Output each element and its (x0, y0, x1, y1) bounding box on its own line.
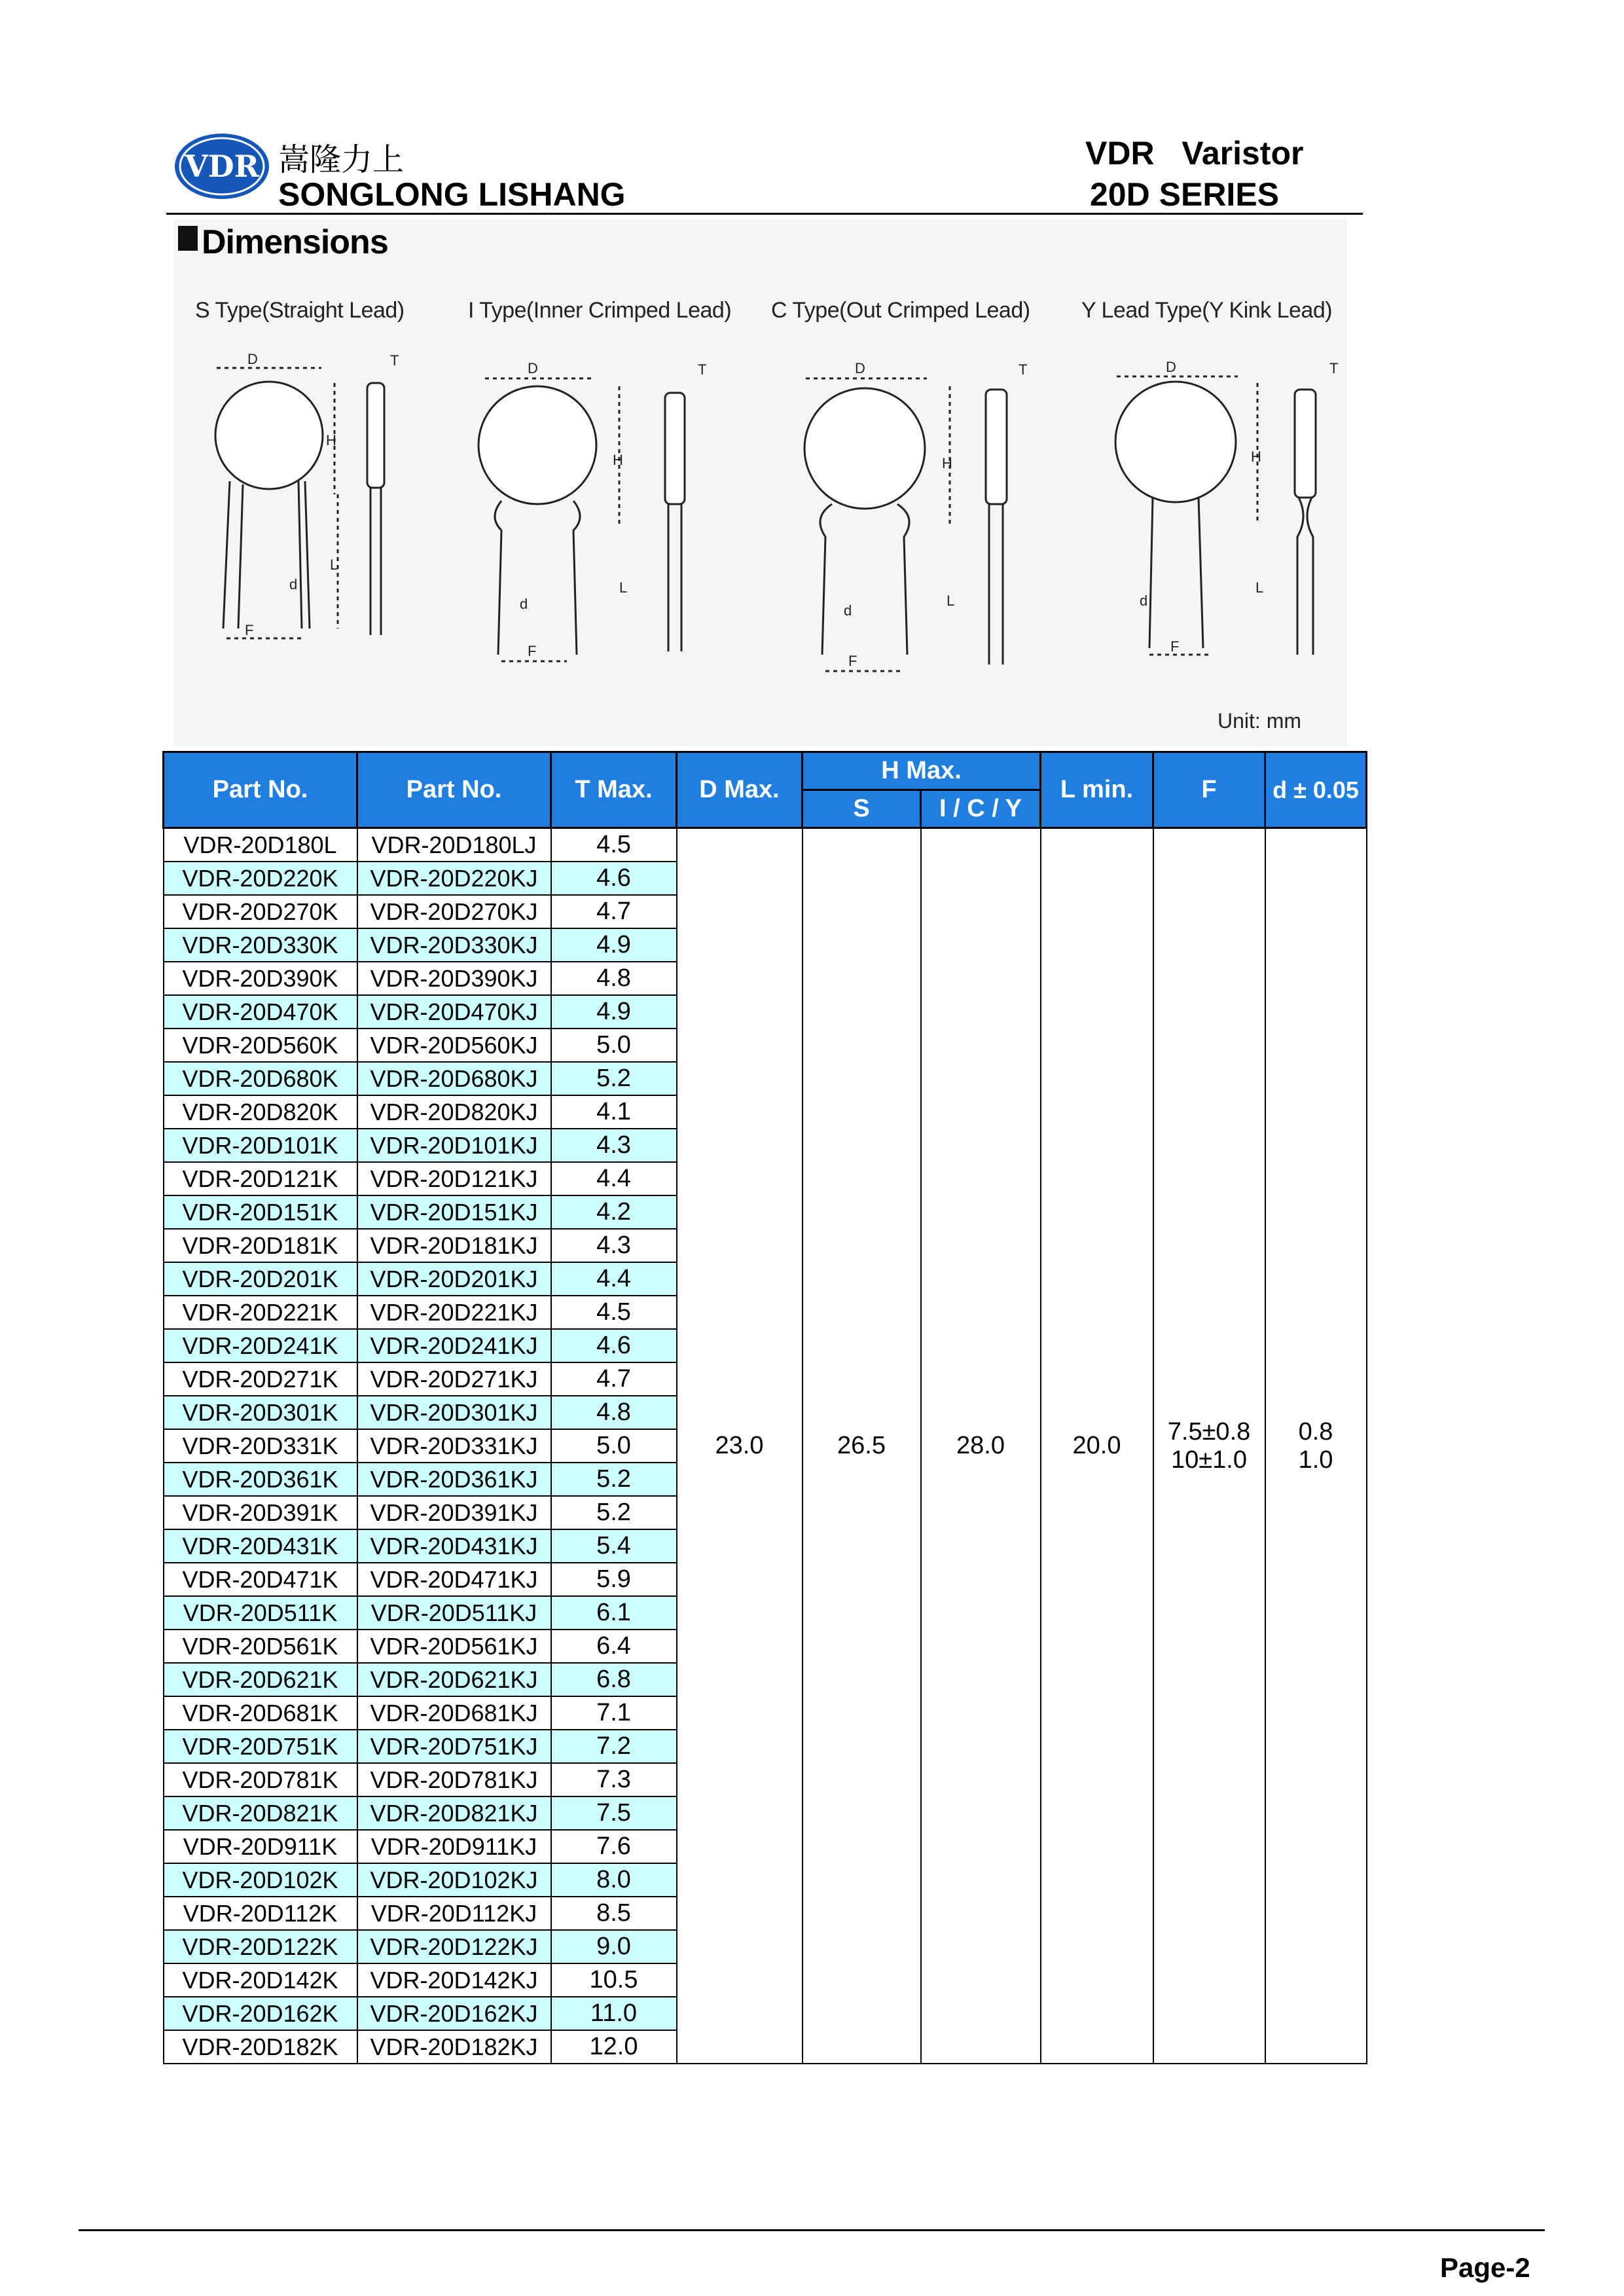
t-max-cell: 4.6 (551, 1329, 677, 1362)
t-max-cell: 9.0 (551, 1930, 677, 1963)
type-label-s: S Type(Straight Lead) (195, 298, 405, 323)
f-value-2: 10±1.0 (1171, 1446, 1247, 1474)
dim-label-f-c: F (848, 653, 857, 669)
dim-label-f-i: F (528, 643, 537, 659)
dim-label-d-y: D (1166, 359, 1176, 375)
dim-label-l-c: L (947, 592, 955, 609)
series-title: 20D SERIES (1090, 176, 1280, 213)
header-h-s: S (803, 790, 921, 828)
t-max-cell: 5.9 (551, 1563, 677, 1596)
part-no-cell: VDR-20D270K (164, 895, 357, 928)
dim-label-l-s: L (330, 556, 338, 573)
spec-table-container (162, 751, 1365, 2064)
t-max-cell: 7.6 (551, 1830, 677, 1863)
part-no-cell: VDR-20D101K (164, 1129, 357, 1162)
part-no-cell: VDR-20D560K (164, 1029, 357, 1062)
d-value-2: 1.0 (1298, 1446, 1333, 1474)
part-no-cell: VDR-20D781K (164, 1763, 357, 1796)
header-divider (166, 213, 1363, 215)
part-no-cell: VDR-20D471K (164, 1563, 357, 1596)
header-d-max: D Max. (677, 752, 803, 828)
part-no-cell: VDR-20D621K (164, 1663, 357, 1696)
t-max-cell: 4.8 (551, 1396, 677, 1429)
t-max-cell: 5.0 (551, 1429, 677, 1463)
dim-label-t-i: T (698, 361, 707, 378)
part-no-cell: VDR-20D241K (164, 1329, 357, 1362)
part-no-kj-cell: VDR-20D122KJ (357, 1930, 551, 1963)
header-h-icy: I / C / Y (921, 790, 1041, 828)
part-no-kj-cell: VDR-20D162KJ (357, 1997, 551, 2030)
product-title: VDR Varistor (1085, 135, 1304, 172)
h-icy-cell: 28.0 (921, 828, 1041, 2064)
part-no-cell: VDR-20D112K (164, 1897, 357, 1930)
t-max-cell: 10.5 (551, 1963, 677, 1997)
part-no-kj-cell: VDR-20D751KJ (357, 1730, 551, 1763)
t-max-cell: 8.5 (551, 1897, 677, 1930)
part-no-kj-cell: VDR-20D182KJ (357, 2030, 551, 2064)
type-label-y: Y Lead Type(Y Kink Lead) (1081, 298, 1333, 323)
part-no-kj-cell: VDR-20D241KJ (357, 1329, 551, 1362)
part-no-kj-cell: VDR-20D102KJ (357, 1863, 551, 1897)
footer-divider (79, 2229, 1545, 2231)
t-max-cell: 4.9 (551, 995, 677, 1029)
t-max-cell: 5.2 (551, 1496, 677, 1529)
header-l-min: L min. (1041, 752, 1153, 828)
c-type-drawing (804, 378, 1007, 671)
part-no-kj-cell: VDR-20D271KJ (357, 1362, 551, 1396)
part-no-kj-cell: VDR-20D201KJ (357, 1262, 551, 1296)
t-max-cell: 8.0 (551, 1863, 677, 1897)
t-max-cell: 7.1 (551, 1696, 677, 1730)
part-no-kj-cell: VDR-20D180LJ (357, 828, 551, 862)
part-no-kj-cell: VDR-20D181KJ (357, 1229, 551, 1262)
part-no-kj-cell: VDR-20D101KJ (357, 1129, 551, 1162)
part-no-kj-cell: VDR-20D561KJ (357, 1630, 551, 1663)
part-no-cell: VDR-20D121K (164, 1162, 357, 1195)
part-no-kj-cell: VDR-20D821KJ (357, 1796, 551, 1830)
part-no-kj-cell: VDR-20D680KJ (357, 1062, 551, 1095)
dim-label-l-i: L (619, 579, 628, 596)
dim-label-t-c: T (1019, 361, 1028, 378)
type-label-i: I Type(Inner Crimped Lead) (468, 298, 732, 323)
part-no-cell: VDR-20D330K (164, 928, 357, 962)
f-value-1: 7.5±0.8 (1167, 1417, 1251, 1446)
part-no-cell: VDR-20D361K (164, 1463, 357, 1496)
dim-label-d-lead-i: d (520, 596, 528, 612)
part-no-kj-cell: VDR-20D121KJ (357, 1162, 551, 1195)
part-no-cell: VDR-20D181K (164, 1229, 357, 1262)
dim-label-d-c: D (855, 360, 865, 376)
header-part-no-2: Part No. (357, 752, 551, 828)
part-no-kj-cell: VDR-20D220KJ (357, 862, 551, 895)
logo-text: VDR (185, 149, 259, 184)
part-no-kj-cell: VDR-20D390KJ (357, 962, 551, 995)
part-no-kj-cell: VDR-20D330KJ (357, 928, 551, 962)
part-no-kj-cell: VDR-20D431KJ (357, 1529, 551, 1563)
t-max-cell: 7.3 (551, 1763, 677, 1796)
part-no-kj-cell: VDR-20D471KJ (357, 1563, 551, 1596)
part-no-kj-cell: VDR-20D142KJ (357, 1963, 551, 1997)
part-no-cell: VDR-20D301K (164, 1396, 357, 1429)
type-label-c: C Type(Out Crimped Lead) (771, 298, 1030, 323)
header-d-tolerance: d ± 0.05 (1265, 752, 1367, 828)
part-no-cell: VDR-20D511K (164, 1596, 357, 1630)
t-max-cell: 4.4 (551, 1262, 677, 1296)
t-max-cell: 4.1 (551, 1095, 677, 1129)
dim-label-l-y: L (1255, 579, 1264, 596)
vdr-logo (173, 131, 271, 202)
t-max-cell: 4.7 (551, 1362, 677, 1396)
dim-label-d-i: D (528, 360, 538, 376)
t-max-cell: 6.1 (551, 1596, 677, 1630)
company-name-cn: 嵩隆力上 (278, 141, 405, 178)
dim-label-d-lead-s: d (289, 576, 298, 592)
t-max-cell: 4.3 (551, 1229, 677, 1262)
part-no-cell: VDR-20D470K (164, 995, 357, 1029)
dim-label-h-i: H (613, 452, 623, 468)
h-s-cell: 26.5 (803, 828, 921, 2064)
d-value-1: 0.8 (1298, 1417, 1333, 1446)
section-marker (178, 226, 198, 251)
s-type-drawing (215, 368, 384, 638)
i-type-drawing (478, 378, 685, 661)
part-no-cell: VDR-20D331K (164, 1429, 357, 1463)
d-max-cell: 23.0 (677, 828, 803, 2064)
part-no-kj-cell: VDR-20D151KJ (357, 1195, 551, 1229)
part-no-kj-cell: VDR-20D361KJ (357, 1463, 551, 1496)
spec-table-body (164, 828, 1367, 2064)
dim-label-d-s: D (247, 351, 258, 367)
part-no-kj-cell: VDR-20D911KJ (357, 1830, 551, 1863)
company-name-en: SONGLONG LISHANG (278, 176, 626, 213)
t-max-cell: 6.4 (551, 1630, 677, 1663)
part-no-cell: VDR-20D391K (164, 1496, 357, 1529)
part-no-cell: VDR-20D751K (164, 1730, 357, 1763)
part-no-cell: VDR-20D182K (164, 2030, 357, 2064)
t-max-cell: 4.7 (551, 895, 677, 928)
dim-label-t-y: T (1329, 360, 1339, 376)
part-no-cell: VDR-20D681K (164, 1696, 357, 1730)
t-max-cell: 4.4 (551, 1162, 677, 1195)
part-no-kj-cell: VDR-20D270KJ (357, 895, 551, 928)
part-no-cell: VDR-20D162K (164, 1997, 357, 2030)
page-number: Page-2 (1440, 2252, 1530, 2283)
t-max-cell: 4.5 (551, 1296, 677, 1329)
header-t-max: T Max. (551, 752, 677, 828)
part-no-cell: VDR-20D561K (164, 1630, 357, 1663)
part-no-kj-cell: VDR-20D781KJ (357, 1763, 551, 1796)
d-lead-cell (1265, 828, 1367, 2064)
dim-label-f-s: F (245, 622, 254, 638)
dim-label-d-lead-c: d (844, 602, 852, 619)
part-no-cell: VDR-20D180L (164, 828, 357, 862)
part-no-cell: VDR-20D201K (164, 1262, 357, 1296)
header-h-max: H Max. (803, 752, 1041, 790)
t-max-cell: 5.2 (551, 1463, 677, 1496)
dim-label-h-c: H (942, 455, 952, 471)
t-max-cell: 4.5 (551, 828, 677, 862)
part-no-kj-cell: VDR-20D681KJ (357, 1696, 551, 1730)
part-no-cell: VDR-20D911K (164, 1830, 357, 1863)
part-no-cell: VDR-20D151K (164, 1195, 357, 1229)
part-no-cell: VDR-20D221K (164, 1296, 357, 1329)
t-max-cell: 7.5 (551, 1796, 677, 1830)
part-no-cell: VDR-20D820K (164, 1095, 357, 1129)
t-max-cell: 12.0 (551, 2030, 677, 2064)
part-no-cell: VDR-20D142K (164, 1963, 357, 1997)
dim-label-h-y: H (1251, 448, 1261, 465)
part-no-kj-cell: VDR-20D221KJ (357, 1296, 551, 1329)
part-no-kj-cell: VDR-20D820KJ (357, 1095, 551, 1129)
header-f: F (1153, 752, 1265, 828)
dimensions-title: Dimensions (202, 223, 388, 261)
dim-label-f-y: F (1170, 638, 1180, 655)
t-max-cell: 11.0 (551, 1997, 677, 2030)
part-no-cell: VDR-20D122K (164, 1930, 357, 1963)
f-cell (1153, 828, 1265, 2064)
t-max-cell: 4.2 (551, 1195, 677, 1229)
dim-label-h-s: H (326, 432, 336, 448)
unit-label: Unit: mm (1218, 709, 1301, 733)
t-max-cell: 4.6 (551, 862, 677, 895)
part-no-kj-cell: VDR-20D112KJ (357, 1897, 551, 1930)
header-part-no-1: Part No. (164, 752, 357, 828)
t-max-cell: 7.2 (551, 1730, 677, 1763)
part-no-cell: VDR-20D431K (164, 1529, 357, 1563)
t-max-cell: 4.3 (551, 1129, 677, 1162)
part-no-cell: VDR-20D220K (164, 862, 357, 895)
table-row (164, 828, 1367, 862)
t-max-cell: 4.9 (551, 928, 677, 962)
part-no-kj-cell: VDR-20D621KJ (357, 1663, 551, 1696)
part-no-cell: VDR-20D390K (164, 962, 357, 995)
t-max-cell: 6.8 (551, 1663, 677, 1696)
l-min-cell: 20.0 (1041, 828, 1153, 2064)
part-no-kj-cell: VDR-20D301KJ (357, 1396, 551, 1429)
t-max-cell: 5.0 (551, 1029, 677, 1062)
part-no-cell: VDR-20D102K (164, 1863, 357, 1897)
t-max-cell: 5.2 (551, 1062, 677, 1095)
part-no-kj-cell: VDR-20D560KJ (357, 1029, 551, 1062)
t-max-cell: 4.8 (551, 962, 677, 995)
part-no-cell: VDR-20D271K (164, 1362, 357, 1396)
spec-table (162, 751, 1367, 2064)
part-no-kj-cell: VDR-20D470KJ (357, 995, 551, 1029)
lead-type-drawings (174, 340, 1347, 707)
part-no-cell: VDR-20D680K (164, 1062, 357, 1095)
part-no-kj-cell: VDR-20D331KJ (357, 1429, 551, 1463)
part-no-kj-cell: VDR-20D511KJ (357, 1596, 551, 1630)
part-no-kj-cell: VDR-20D391KJ (357, 1496, 551, 1529)
y-type-drawing (1115, 376, 1316, 655)
dim-label-t-s: T (390, 352, 399, 369)
part-no-cell: VDR-20D821K (164, 1796, 357, 1830)
dim-label-d-lead-y: d (1140, 592, 1148, 609)
t-max-cell: 5.4 (551, 1529, 677, 1563)
